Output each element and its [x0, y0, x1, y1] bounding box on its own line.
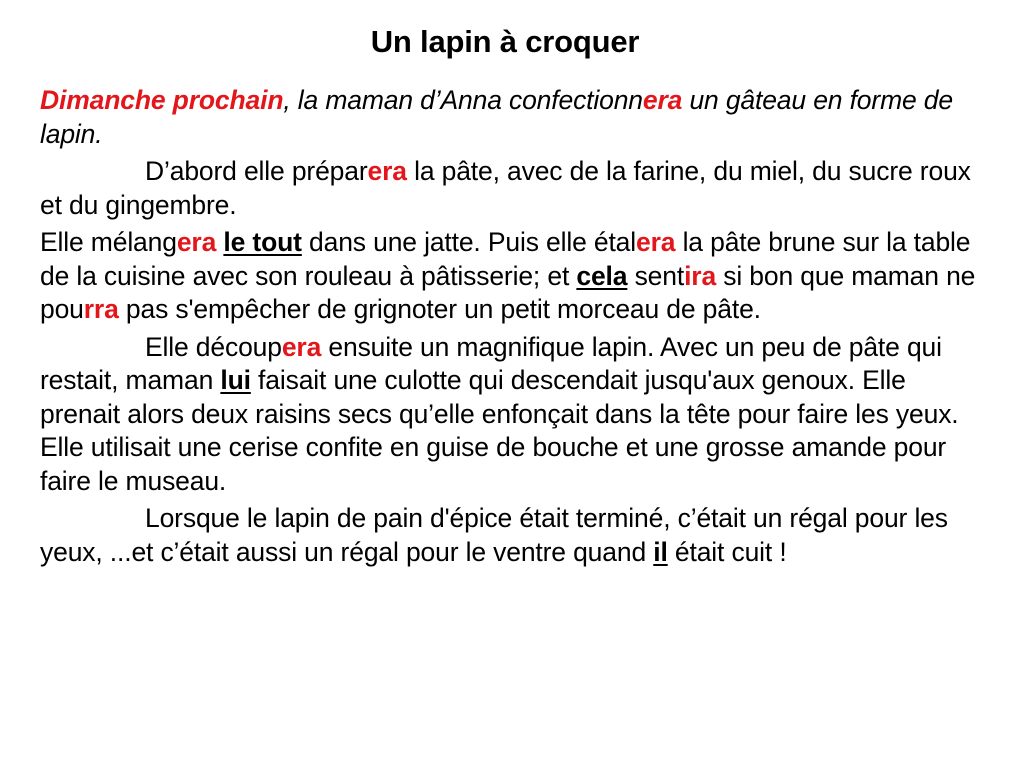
text-run: Elle mélang	[40, 227, 177, 257]
text-run: si bon que maman ne pou	[40, 260, 976, 324]
paragraph-3	[40, 226, 990, 327]
text-run: , la maman d’Anna confectionn	[283, 85, 643, 115]
text-run: la pâte brune sur la table de la cuisine avec son rouleau à pâtisserie; et	[40, 227, 971, 291]
future-ending: era	[176, 227, 217, 257]
text-run: dans une jatte. Puis elle étal	[301, 227, 637, 257]
future-ending: rra	[83, 294, 119, 324]
future-ending: ira	[684, 260, 717, 291]
future-ending: era	[281, 331, 322, 362]
future-ending: era	[367, 156, 407, 186]
slide-body	[40, 84, 990, 573]
text-run: Lorsque le lapin de pain d'épice était terminé, c’était un régal pour les yeux, ...et c’était aussi un régal pour le ventre quand	[40, 503, 948, 567]
text-run: Elle découp	[145, 331, 282, 362]
paragraph-4	[40, 331, 990, 499]
future-ending: era	[642, 85, 683, 115]
underlined-pronoun: le tout	[223, 227, 302, 257]
underlined-pronoun: cela	[576, 260, 628, 291]
slide-title: Un lapin à croquer	[370, 24, 640, 59]
paragraph-2	[40, 155, 990, 222]
text-run: ensuite un magnifique lapin. Avec un peu de pâte qui restait, maman	[40, 331, 942, 395]
text-run: un gâteau en forme de lapin.	[40, 85, 953, 149]
text-run: pas s'empêcher de grignoter un petit morceau de pâte.	[118, 294, 761, 324]
text-run: était cuit !	[667, 536, 787, 567]
text-run: faisait une culotte qui descendait jusqu'aux genoux. Elle prenait alors deux raisins secs qu’elle enfonçait dans la tête pour faire les yeux. Elle utilisait une cerise confite en guise de bouche et une grosse amande pour faire le museau.	[40, 365, 959, 496]
underlined-pronoun: lui	[220, 365, 251, 395]
future-ending: Dimanche prochain	[40, 85, 284, 115]
future-ending: era	[636, 227, 676, 257]
text-run: la pâte, avec de la farine, du miel, du sucre roux et du gingembre.	[40, 156, 971, 220]
text-run: sent	[627, 260, 685, 291]
paragraph-5	[40, 502, 990, 569]
text-run: D’abord elle prépar	[145, 156, 368, 186]
underlined-pronoun: il	[653, 536, 668, 567]
paragraph-1	[40, 84, 990, 151]
